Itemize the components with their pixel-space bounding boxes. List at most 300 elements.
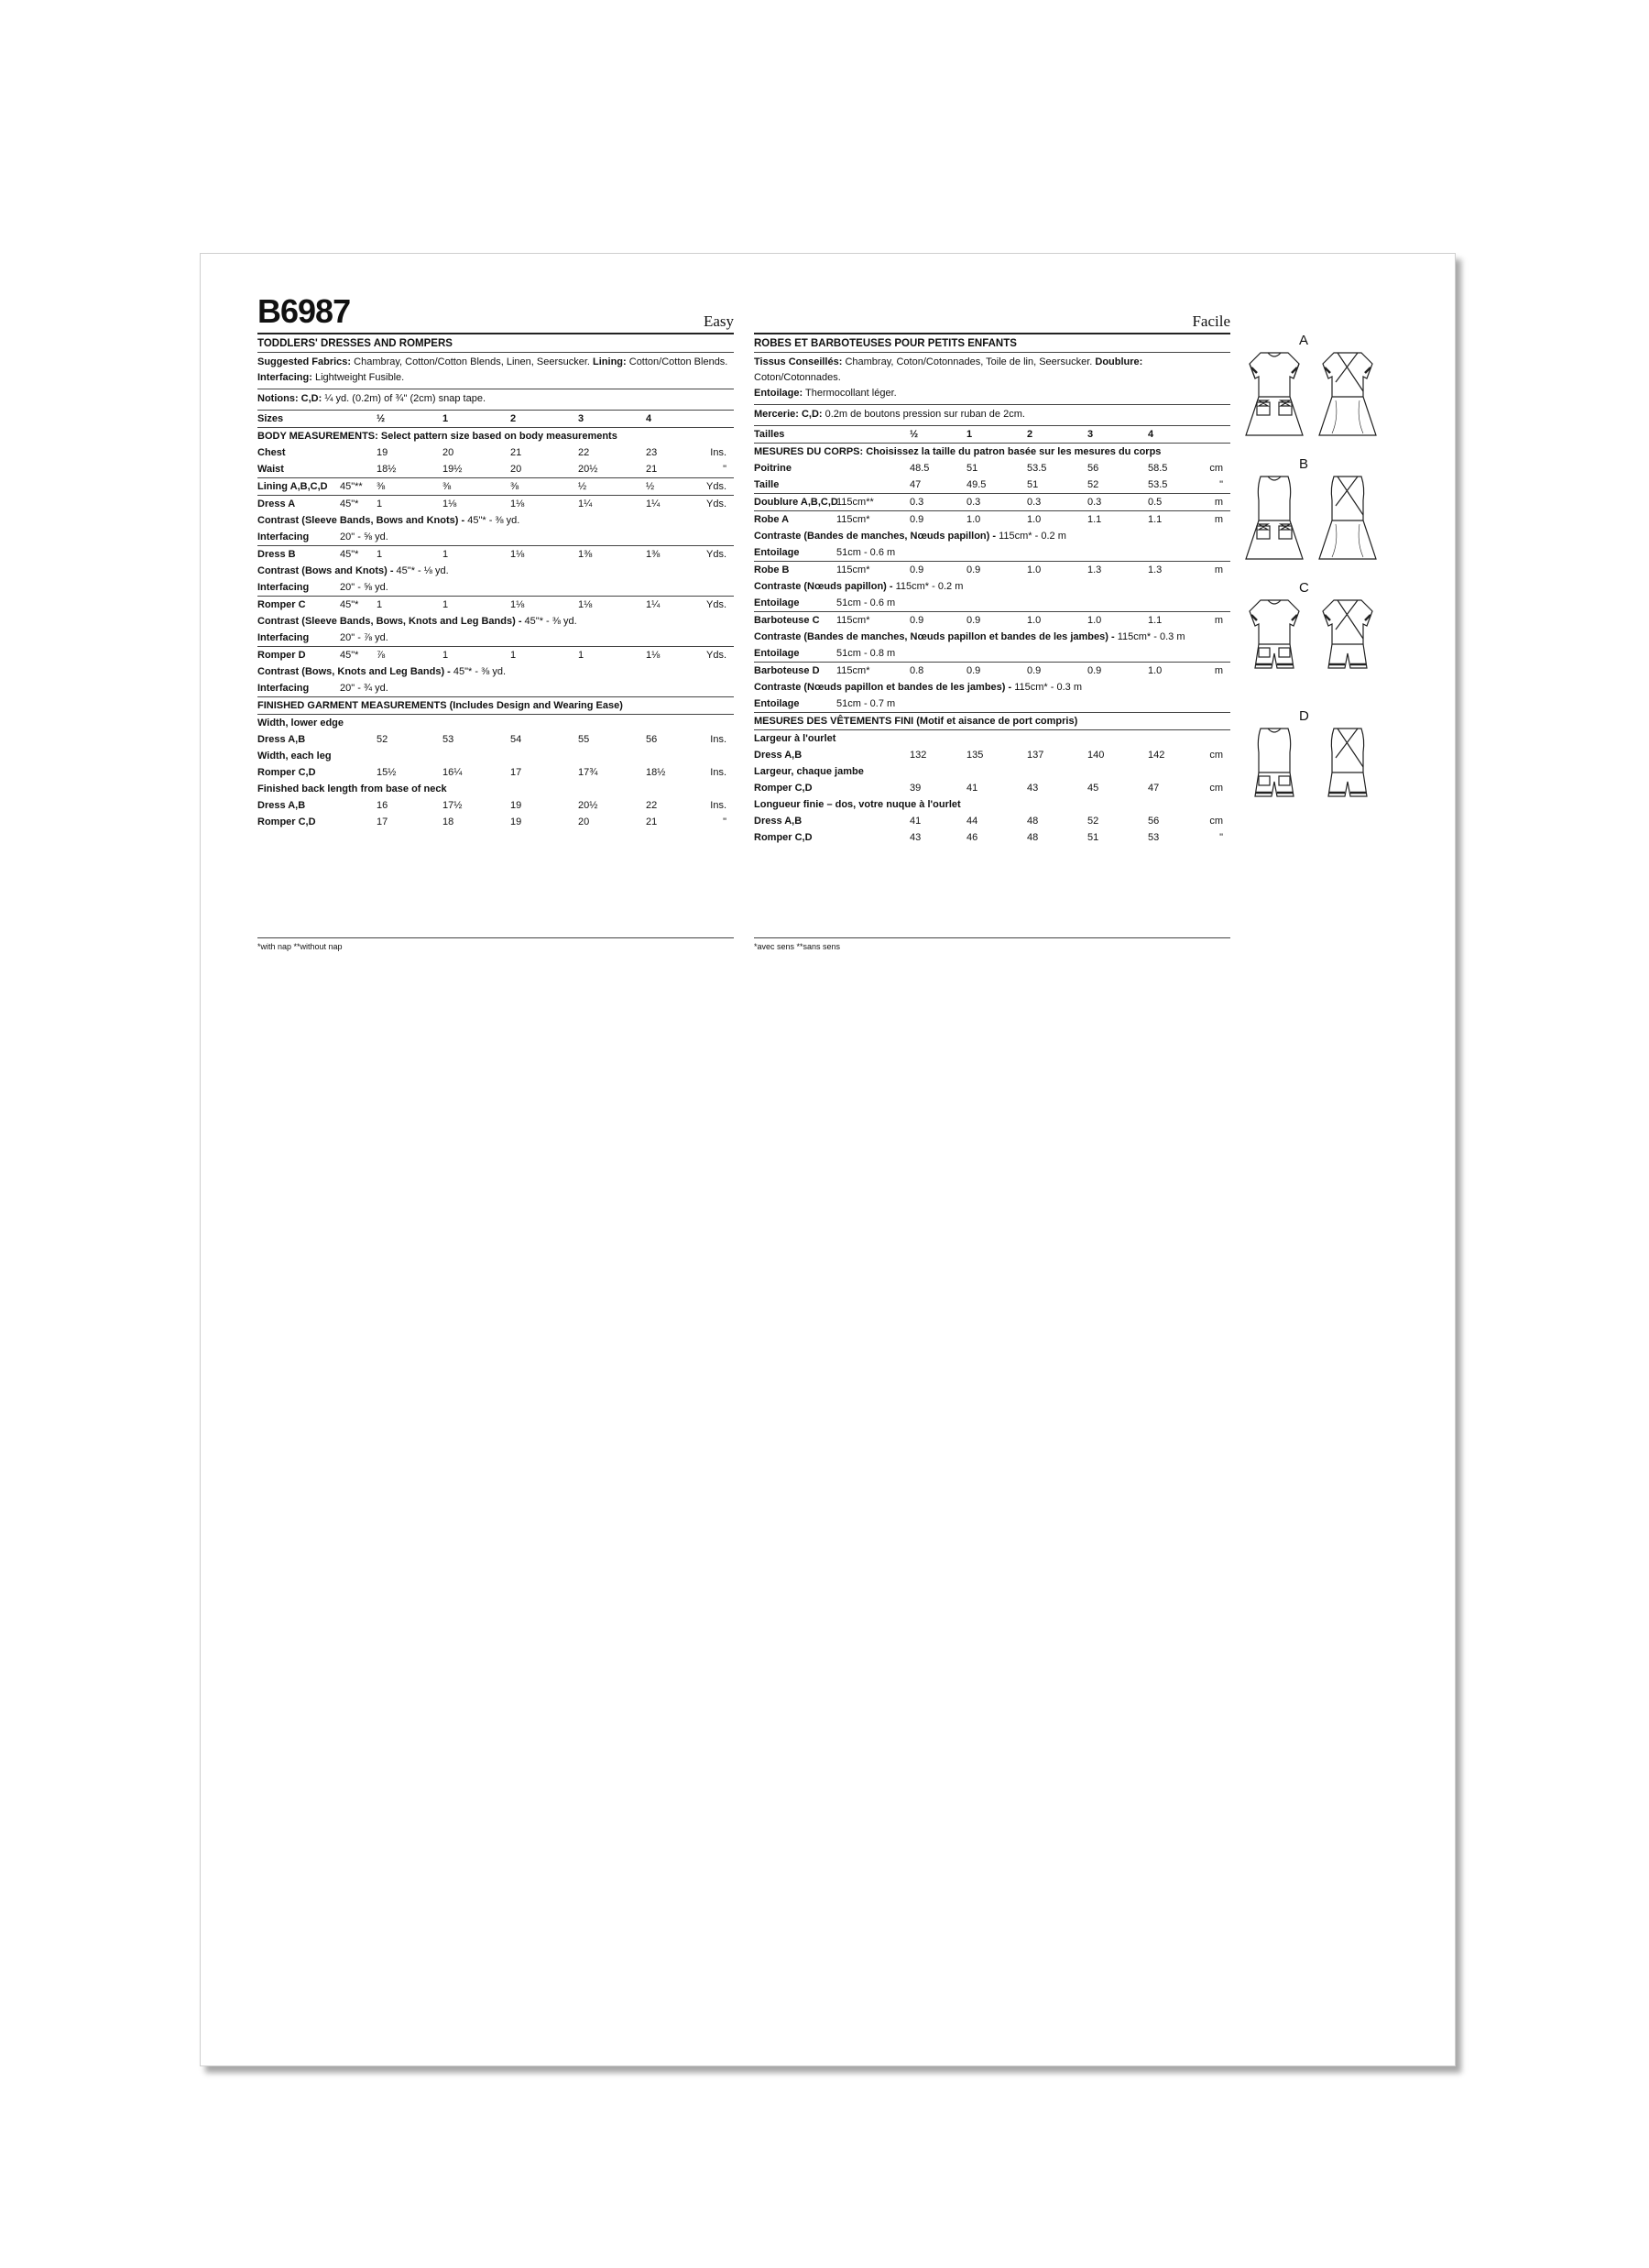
size-header: 2 — [1027, 429, 1033, 440]
note-label: Interfacing — [257, 632, 310, 643]
cell-value: 1⅛ — [646, 650, 661, 661]
unit: " — [1219, 832, 1223, 843]
row-label: Barboteuse D — [754, 665, 820, 676]
unit: Yds. — [705, 599, 726, 610]
size-header: 2 — [510, 413, 517, 424]
table-row — [754, 662, 1230, 679]
finished-measurements-title: MESURES DES VÊTEMENTS FINI (Motif et aisance de port compris) — [754, 712, 1230, 730]
notions-label: Notions: C,D: — [257, 393, 322, 404]
cell-value: ⅞ — [377, 650, 386, 661]
note-text: 115cm* - 0.2 m — [892, 581, 964, 592]
table-row — [257, 495, 734, 512]
notions-text-fr: 0.2m de boutons pression sur ruban de 2cm. — [822, 409, 1025, 420]
finished-measurements-title: FINISHED GARMENT MEASUREMENTS (Includes Design and Wearing Ease) — [257, 696, 734, 715]
cell-value: 1¼ — [646, 599, 661, 610]
unit: m — [1214, 615, 1223, 626]
cell-value: 56 — [646, 734, 658, 745]
row-label: Dress A,B — [257, 800, 306, 811]
cell-value: 39 — [910, 783, 922, 794]
cell-value: 48 — [1027, 832, 1039, 843]
row-label: Chest — [257, 447, 286, 458]
cell-value: 1.3 — [1148, 564, 1163, 575]
note-label: Interfacing — [257, 683, 310, 694]
size-header: 3 — [578, 413, 584, 424]
cell-value: 1⅛ — [510, 549, 525, 560]
cell-value: 21 — [646, 464, 658, 475]
cell-value: 0.3 — [910, 497, 924, 508]
cell-value: 43 — [910, 832, 922, 843]
cell-value: 51 — [1027, 479, 1039, 490]
fabric-info-fr — [754, 353, 1230, 405]
cell-value: 49.5 — [966, 479, 987, 490]
view-label-b: B — [1299, 456, 1309, 472]
measurement-table-fr — [754, 426, 1230, 846]
yardage-note — [754, 544, 1230, 561]
cell-value: 19 — [510, 800, 522, 811]
note-text: 51cm - 0.6 m — [836, 597, 896, 608]
note-text: 20" - ⅝ yd. — [340, 582, 388, 593]
finished-heading: Largeur, chaque jambe — [754, 766, 864, 777]
cell-value: 53.5 — [1148, 479, 1168, 490]
yardage-note — [754, 679, 1230, 696]
cell-value: ⅜ — [510, 481, 519, 492]
footnote: *with nap **without nap — [257, 937, 734, 951]
pattern-title-fr: ROBES ET BARBOTEUSES POUR PETITS ENFANTS — [754, 334, 1230, 353]
note-text: 45"* - ⅜ yd. — [450, 666, 506, 677]
unit: cm — [1209, 816, 1223, 827]
note-label: Contraste (Nœuds papillon) - — [754, 581, 893, 592]
yardage-note — [754, 645, 1230, 662]
cell-value: 0.9 — [1027, 665, 1042, 676]
unit: Ins. — [710, 734, 726, 745]
fabrics-label: Suggested Fabrics: — [257, 356, 352, 367]
finished-heading: Longueur finie – dos, votre nuque à l'ourlet — [754, 799, 961, 810]
unit: Ins. — [710, 800, 726, 811]
cell-value: 41 — [910, 816, 922, 827]
notions-label-fr: Mercerie: C,D: — [754, 409, 823, 420]
measurement-table — [257, 411, 734, 830]
table-row — [257, 797, 734, 814]
cell-value: 132 — [910, 750, 927, 761]
cell-value: 1.0 — [1027, 615, 1042, 626]
cell-value: 1 — [377, 499, 383, 509]
note-text: 51cm - 0.8 m — [836, 648, 896, 659]
note-label: Contrast (Sleeve Bands, Bows, Knots and Leg Bands) - — [257, 616, 522, 627]
cell-value: 20½ — [578, 464, 598, 475]
cell-value: 0.9 — [910, 615, 924, 626]
yardage-note — [257, 630, 734, 646]
cell-value: 58.5 — [1148, 463, 1168, 474]
cell-value: 1.0 — [966, 514, 981, 525]
note-label: Entoilage — [754, 597, 800, 608]
view-d-illustration — [1233, 708, 1444, 822]
note-label: Contrast (Bows, Knots and Leg Bands) - — [257, 666, 451, 677]
cell-value: 52 — [1087, 479, 1099, 490]
finished-heading: Width, each leg — [257, 751, 332, 761]
table-row — [754, 493, 1230, 510]
unit: m — [1214, 665, 1223, 676]
interfacing-label-fr: Entoilage: — [754, 388, 803, 399]
row-label: Robe A — [754, 514, 790, 525]
table-row — [754, 813, 1230, 829]
table-row — [754, 829, 1230, 846]
unit: Yds. — [705, 481, 726, 492]
note-label: Entoilage — [754, 698, 800, 709]
view-c-illustration — [1233, 580, 1444, 694]
sizes-label: Tailles — [754, 429, 785, 440]
table-row — [257, 646, 734, 663]
fabric-width: 115cm* — [836, 564, 870, 575]
row-label: Doublure A,B,C,D — [754, 497, 838, 508]
header — [257, 292, 734, 334]
fabric-width: 45"* — [340, 499, 359, 509]
cell-value: 1⅜ — [578, 549, 593, 560]
cell-value: 47 — [1148, 783, 1160, 794]
fabric-width: 45"* — [340, 549, 359, 560]
difficulty-level-fr: Facile — [1192, 312, 1230, 330]
dress-b-drawing — [1233, 469, 1444, 570]
unit: m — [1214, 514, 1223, 525]
lining-label-fr: Doublure: — [1095, 356, 1143, 367]
size-header: 4 — [646, 413, 652, 424]
english-column — [257, 292, 734, 830]
table-row — [257, 545, 734, 563]
cell-value: 1⅛ — [578, 599, 593, 610]
view-a-illustration — [1233, 333, 1444, 446]
cell-value: 1.0 — [1027, 514, 1042, 525]
table-row — [754, 561, 1230, 578]
table-row — [754, 477, 1230, 493]
note-text: 45"* - ⅜ yd. — [521, 616, 577, 627]
size-header: ½ — [910, 429, 919, 440]
note-text: 51cm - 0.7 m — [836, 698, 896, 709]
body-measurements-title: BODY MEASUREMENTS: Select pattern size based on body measurements — [257, 431, 617, 442]
interfacing-label: Interfacing: — [257, 372, 312, 383]
french-column — [754, 298, 1230, 846]
row-label: Taille — [754, 479, 780, 490]
cell-value: 1⅜ — [646, 549, 661, 560]
cell-value: 1 — [578, 650, 584, 661]
cell-value: 1¼ — [646, 499, 661, 509]
pattern-sheet — [200, 253, 1456, 2066]
fabrics-text: Chambray, Cotton/Cotton Blends, Linen, Seersucker. — [351, 356, 590, 367]
cell-value: 1 — [510, 650, 517, 661]
row-label: Dress A,B — [257, 734, 306, 745]
lining-text-fr: Coton/Cotonnades. — [754, 372, 841, 383]
unit: cm — [1209, 463, 1223, 474]
cell-value: ½ — [578, 481, 587, 492]
cell-value: 21 — [646, 816, 658, 827]
unit: cm — [1209, 750, 1223, 761]
dress-a-drawing — [1233, 345, 1444, 446]
cell-value: 0.3 — [1087, 497, 1102, 508]
cell-value: 53.5 — [1027, 463, 1047, 474]
row-label: Romper C,D — [257, 767, 316, 778]
yardage-note — [754, 578, 1230, 595]
fabric-width: 45"* — [340, 650, 359, 661]
note-label: Entoilage — [754, 547, 800, 558]
unit: Ins. — [710, 447, 726, 458]
cell-value: 0.9 — [1087, 665, 1102, 676]
cell-value: 51 — [1087, 832, 1099, 843]
finished-heading: Finished back length from base of neck — [257, 783, 447, 794]
row-label: Romper D — [257, 650, 306, 661]
note-label: Entoilage — [754, 648, 800, 659]
row-label: Dress A,B — [754, 816, 803, 827]
cell-value: ⅜ — [442, 481, 452, 492]
pattern-title: TODDLERS' DRESSES AND ROMPERS — [257, 334, 734, 353]
note-text: 115cm* - 0.3 m — [1114, 631, 1185, 642]
unit: m — [1214, 497, 1223, 508]
cell-value: 1¼ — [578, 499, 593, 509]
table-row — [754, 747, 1230, 763]
cell-value: 0.9 — [966, 564, 981, 575]
cell-value: 1.1 — [1148, 615, 1163, 626]
note-label: Contrast (Sleeve Bands, Bows and Knots) - — [257, 515, 465, 526]
cell-value: 1 — [442, 650, 449, 661]
cell-value: 17¾ — [578, 767, 598, 778]
cell-value: 53 — [442, 734, 454, 745]
cell-value: 1.0 — [1087, 615, 1102, 626]
table-row — [257, 461, 734, 477]
cell-value: 0.9 — [966, 615, 981, 626]
yardage-note — [257, 512, 734, 529]
cell-value: 1.1 — [1148, 514, 1163, 525]
note-label: Contraste (Bandes de manches, Nœuds papillon) - — [754, 531, 997, 542]
cell-value: 16¼ — [442, 767, 463, 778]
cell-value: 46 — [966, 832, 978, 843]
table-row — [754, 460, 1230, 477]
cell-value: 55 — [578, 734, 590, 745]
size-header: 4 — [1148, 429, 1154, 440]
table-row — [257, 764, 734, 781]
cell-value: 0.9 — [966, 665, 981, 676]
view-b-illustration — [1233, 456, 1444, 570]
pattern-number: B6987 — [257, 292, 351, 330]
cell-value: 56 — [1148, 816, 1160, 827]
note-label: Contraste (Bandes de manches, Nœuds papillon et bandes de les jambes) - — [754, 631, 1115, 642]
cell-value: 20½ — [578, 800, 598, 811]
cell-value: 0.3 — [966, 497, 981, 508]
finished-heading: Width, lower edge — [257, 718, 344, 729]
cell-value: 1 — [442, 599, 449, 610]
size-header: 1 — [442, 413, 449, 424]
interfacing-text-fr: Thermocollant léger. — [803, 388, 897, 399]
cell-value: 0.3 — [1027, 497, 1042, 508]
row-label: Dress A — [257, 499, 296, 509]
table-row — [754, 611, 1230, 629]
fabrics-label-fr: Tissus Conseillés: — [754, 356, 843, 367]
cell-value: 18 — [442, 816, 454, 827]
cell-value: 54 — [510, 734, 522, 745]
cell-value: 51 — [966, 463, 978, 474]
cell-value: 48 — [1027, 816, 1039, 827]
cell-value: ½ — [646, 481, 655, 492]
yardage-note — [257, 579, 734, 596]
cell-value: 19 — [377, 447, 388, 458]
fabric-info — [257, 353, 734, 389]
fabric-width: 115cm* — [836, 615, 870, 626]
yardage-note — [754, 595, 1230, 611]
cell-value: 44 — [966, 816, 978, 827]
unit: Yds. — [705, 549, 726, 560]
unit: " — [723, 464, 726, 475]
header-fr — [754, 298, 1230, 334]
cell-value: 140 — [1087, 750, 1105, 761]
unit: Yds. — [705, 499, 726, 509]
fabric-width: 45"** — [340, 481, 363, 492]
sizes-row — [257, 411, 734, 428]
size-header: 3 — [1087, 429, 1094, 440]
fabric-width: 45"* — [340, 599, 359, 610]
cell-value: 56 — [1087, 463, 1099, 474]
cell-value: 41 — [966, 783, 978, 794]
note-text: 20" - ¾ yd. — [340, 683, 388, 694]
unit: Yds. — [705, 650, 726, 661]
cell-value: 23 — [646, 447, 658, 458]
cell-value: 20 — [442, 447, 454, 458]
notions-text: ¼ yd. (0.2m) of ¾" (2cm) snap tape. — [322, 393, 486, 404]
table-row — [257, 731, 734, 748]
cell-value: 43 — [1027, 783, 1039, 794]
note-text: 45"* - ⅛ yd. — [393, 565, 449, 576]
unit: " — [1219, 479, 1223, 490]
cell-value: 18½ — [377, 464, 397, 475]
note-text: 115cm* - 0.2 m — [996, 531, 1066, 542]
note-text: 20" - ⅞ yd. — [340, 632, 388, 643]
note-text: 20" - ⅝ yd. — [340, 531, 388, 542]
note-label: Interfacing — [257, 531, 310, 542]
cell-value: 18½ — [646, 767, 666, 778]
table-row — [257, 814, 734, 830]
table-row — [754, 510, 1230, 528]
cell-value: 47 — [910, 479, 922, 490]
lining-label: Lining: — [593, 356, 627, 367]
unit: Ins. — [710, 767, 726, 778]
cell-value: 1.1 — [1087, 514, 1102, 525]
unit: m — [1214, 564, 1223, 575]
yardage-note — [257, 563, 734, 579]
cell-value: 0.9 — [910, 564, 924, 575]
cell-value: 1.0 — [1148, 665, 1163, 676]
note-label: Interfacing — [257, 582, 310, 593]
fabrics-text-fr: Chambray, Coton/Cotonnades, Toile de lin, Seersucker. — [842, 356, 1093, 367]
table-row — [257, 596, 734, 613]
row-label: Dress B — [257, 549, 296, 560]
cell-value: 0.5 — [1148, 497, 1163, 508]
lining-text: Cotton/Cotton Blends. — [626, 356, 728, 367]
cell-value: 45 — [1087, 783, 1099, 794]
cell-value: 1⅛ — [510, 599, 525, 610]
finished-heading: Largeur à l'ourlet — [754, 733, 836, 744]
row-label: Robe B — [754, 564, 790, 575]
cell-value: 48.5 — [910, 463, 930, 474]
view-label-c: C — [1299, 580, 1309, 596]
cell-value: 52 — [377, 734, 388, 745]
cell-value: 16 — [377, 800, 388, 811]
cell-value: 15½ — [377, 767, 397, 778]
cell-value: 17 — [377, 816, 388, 827]
cell-value: 1.3 — [1087, 564, 1102, 575]
cell-value: 1⅛ — [510, 499, 525, 509]
yardage-note — [754, 528, 1230, 544]
cell-value: 1.0 — [1027, 564, 1042, 575]
body-measurements-title: MESURES DU CORPS: Choisissez la taille du patron basée sur les mesures du corps — [754, 446, 1162, 457]
row-label: Waist — [257, 464, 284, 475]
cell-value: 52 — [1087, 816, 1099, 827]
size-header: 1 — [966, 429, 973, 440]
note-label: Contrast (Bows and Knots) - — [257, 565, 394, 576]
fabric-width: 115cm* — [836, 514, 870, 525]
unit: cm — [1209, 783, 1223, 794]
footnote-fr: *avec sens **sans sens — [754, 937, 1230, 951]
cell-value: ⅜ — [377, 481, 386, 492]
yardage-note — [257, 663, 734, 680]
table-row — [257, 444, 734, 461]
yardage-note — [257, 680, 734, 696]
cell-value: 1 — [442, 549, 449, 560]
cell-value: 20 — [578, 816, 590, 827]
cell-value: 19½ — [442, 464, 463, 475]
table-row — [257, 477, 734, 495]
cell-value: 142 — [1148, 750, 1165, 761]
row-label: Barboteuse C — [754, 615, 820, 626]
interfacing-text: Lightweight Fusible. — [311, 372, 405, 383]
sizes-label: Sizes — [257, 413, 284, 424]
view-label-a: A — [1299, 333, 1309, 348]
note-text: 115cm* - 0.3 m — [1011, 682, 1082, 693]
cell-value: 21 — [510, 447, 522, 458]
fabric-width: 115cm* — [836, 665, 870, 676]
note-label: Contraste (Nœuds papillon et bandes de les jambes) - — [754, 682, 1012, 693]
row-label: Dress A,B — [754, 750, 803, 761]
cell-value: 22 — [646, 800, 658, 811]
cell-value: 53 — [1148, 832, 1160, 843]
notions-info-fr — [754, 405, 1230, 426]
row-label: Romper C,D — [754, 832, 813, 843]
sizes-row — [754, 426, 1230, 444]
view-label-d: D — [1299, 708, 1309, 724]
unit: " — [723, 816, 726, 827]
cell-value: 1⅛ — [442, 499, 457, 509]
cell-value: 137 — [1027, 750, 1044, 761]
row-label: Lining A,B,C,D — [257, 481, 328, 492]
size-header: ½ — [377, 413, 386, 424]
row-label: Romper C,D — [257, 816, 316, 827]
cell-value: 0.9 — [910, 514, 924, 525]
cell-value: 22 — [578, 447, 590, 458]
yardage-note — [754, 629, 1230, 645]
row-label: Poitrine — [754, 463, 792, 474]
cell-value: 19 — [510, 816, 522, 827]
cell-value: 1 — [377, 599, 383, 610]
cell-value: 1 — [377, 549, 383, 560]
romper-c-drawing — [1233, 593, 1444, 694]
cell-value: 20 — [510, 464, 522, 475]
yardage-note — [257, 613, 734, 630]
yardage-note — [754, 696, 1230, 712]
cell-value: 0.8 — [910, 665, 924, 676]
notions-info — [257, 389, 734, 411]
cell-value: 135 — [966, 750, 984, 761]
cell-value: 17 — [510, 767, 522, 778]
row-label: Romper C,D — [754, 783, 813, 794]
row-label: Romper C — [257, 599, 306, 610]
yardage-note — [257, 529, 734, 545]
fabric-width: 115cm** — [836, 497, 874, 508]
cell-value: 17½ — [442, 800, 463, 811]
romper-d-drawing — [1233, 721, 1444, 822]
